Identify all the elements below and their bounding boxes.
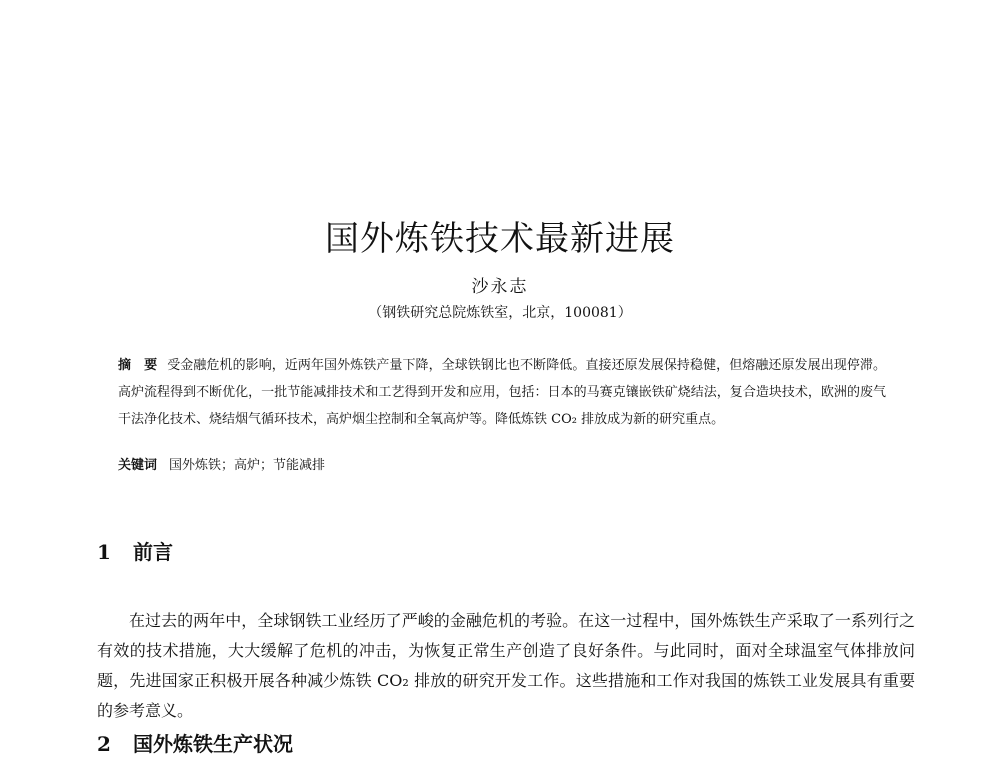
author-name: 沙永志 bbox=[471, 277, 529, 297]
abstract-label: 摘 要 bbox=[118, 358, 158, 373]
section-body-introduction: 在过去的两年中，全球钢铁工业经历了严峻的金融危机的考验。在这一过程中，国外炼铁生产采取了一系列行之有效的技术措施，大大缓解了危机的冲击，为恢复正常生产创造了良好条件。与此同时，面对全球温室气体排放问题，先进国家正积极开展各种减少炼铁 CO₂ 排放的研究开发工作。这些措施和工作对我国的炼铁工业发展具有重要的参考意义。 bbox=[97, 611, 915, 720]
section-number: 2 bbox=[97, 732, 111, 756]
keywords-label: 关键词 bbox=[118, 458, 158, 473]
keywords bbox=[118, 456, 886, 476]
section-number: 1 bbox=[97, 540, 111, 564]
abstract bbox=[118, 352, 886, 433]
section-title: 国外炼铁生产状况 bbox=[133, 732, 293, 756]
section-heading-production-status bbox=[97, 728, 293, 757]
section-title: 前言 bbox=[133, 540, 173, 564]
author-affiliation: （钢铁研究总院炼铁室，北京，100081） bbox=[368, 305, 632, 321]
keywords-text: 国外炼铁；高炉；节能减排 bbox=[169, 458, 326, 473]
paper-title: 国外炼铁技术最新进展 bbox=[325, 218, 675, 259]
abstract-text: 受金融危机的影响，近两年国外炼铁产量下降，全球铁钢比也不断降低。直接还原发展保持稳健，但熔融还原发展出现停滞。高炉流程得到不断优化，一批节能减排技术和工艺得到开发和应用，包括：日本的马赛克镶嵌铁矿烧结法，复合造块技术，欧洲的废气干法净化技术、烧结烟气循环技术，高炉烟尘控制和全氧高炉等。降低炼铁 CO₂ 排放成为新的研究重点。 bbox=[118, 358, 886, 427]
section-heading-introduction bbox=[97, 536, 173, 565]
